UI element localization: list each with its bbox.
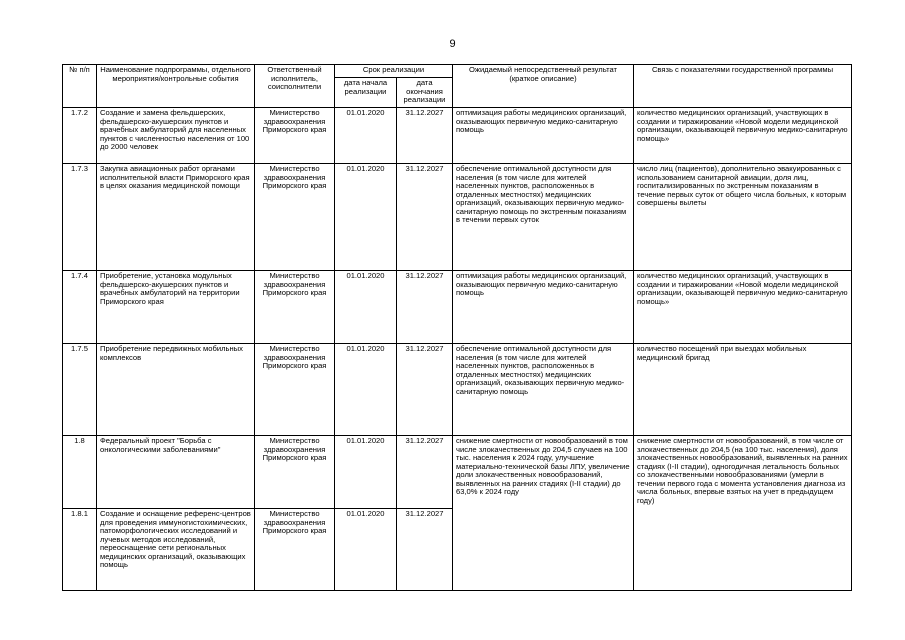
row-link: количество медицинских организаций, участвующих в создании и тиражировании «Новой модели медицинской организации, оказывающей первичную медико-санитарную помощь» (634, 108, 852, 164)
header-period: Срок реализации (335, 65, 453, 78)
row-name: Создание и замена фельдшерских, фельдшерско-акушерских пунктов и врачебных амбулаторий для населенных пунктов с численностью населения от 100 до 2000 человек (97, 108, 255, 164)
header-start: дата начала реализации (335, 78, 397, 108)
row-end: 31.12.2027 (397, 164, 453, 271)
row-name: Федеральный проект "Борьба с онкологическими заболеваниями" (97, 436, 255, 509)
row-result: оптимизация работы медицинских организаций, оказывающих первичную медико-санитарную помощь (453, 108, 634, 164)
row-result: снижение смертности от новообразований в том числе злокачественных до 204,5 случаев на 100 тыс. населения к 2024 году, улучшение материально-технической базы ЛПУ, увеличение доли злокачественных новообразований, выявленных на ранних стадиях (I-II стадии) до 63,0% к 2024 году (453, 436, 634, 591)
row-result: обеспечение оптимальной доступности для населения (в том числе для жителей населенных пунктов, расположенных в отдаленных местностях) медицинских организаций, оказывающих первичную медико-санитарную помощь по экстренным показаниям в течении первых суток (453, 164, 634, 271)
row-end: 31.12.2027 (397, 271, 453, 344)
table-row (63, 436, 852, 509)
header-name: Наименование подпрограммы, отдельного мероприятия/контрольные события (97, 65, 255, 108)
row-num: 1.7.5 (63, 344, 97, 436)
header-responsible: Ответственный исполнитель, соисполнители (255, 65, 335, 108)
row-start: 01.01.2020 (335, 344, 397, 436)
row-end: 31.12.2027 (397, 344, 453, 436)
row-num: 1.8 (63, 436, 97, 509)
page-number: 9 (449, 38, 456, 50)
row-start: 01.01.2020 (335, 509, 397, 591)
header-link: Связь с показателями государственной программы (634, 65, 852, 108)
header-end: дата окончания реализации (397, 78, 453, 108)
row-start: 01.01.2020 (335, 108, 397, 164)
row-end: 31.12.2027 (397, 108, 453, 164)
row-num: 1.7.2 (63, 108, 97, 164)
row-start: 01.01.2020 (335, 271, 397, 344)
row-responsible: Министерство здравоохранения Приморского края (255, 344, 335, 436)
table-row (63, 344, 852, 436)
row-num: 1.7.3 (63, 164, 97, 271)
row-link: число лиц (пациентов), дополнительно эвакуированных с использованием санитарной авиации, доля лиц, госпитализированных по экстренным показаниям в течение первых суток от общего числа больных, к которым совершены вылеты (634, 164, 852, 271)
table-row (63, 108, 852, 164)
table-row (63, 164, 852, 271)
row-name: Приобретение, установка модульных фельдшерско-акушерских пунктов и врачебных амбулаторий на территории Приморского края (97, 271, 255, 344)
header-num: № п/п (63, 65, 97, 108)
row-num: 1.8.1 (63, 509, 97, 591)
row-responsible: Министерство здравоохранения Приморского края (255, 164, 335, 271)
table-row (63, 271, 852, 344)
row-end: 31.12.2027 (397, 436, 453, 509)
program-table (62, 64, 852, 591)
row-link: снижение смертности от новообразований, в том числе от злокачественных до 204,5 (на 100 тыс. населения), доля злокачественных новообразований, выявленных на ранних стадиях (I-II стадии), одногодичная летальность больных со злокачественными новообразованиями (умерли в течении первого года с момента установления диагноза из числа больных, впервые взятых на учет в предыдущем году) (634, 436, 852, 591)
row-name: Закупка авиационных работ органами исполнительной власти Приморского края в целях оказания медицинской помощи (97, 164, 255, 271)
row-start: 01.01.2020 (335, 436, 397, 509)
row-responsible: Министерство здравоохранения Приморского края (255, 108, 335, 164)
row-end: 31.12.2027 (397, 509, 453, 591)
header-result: Ожидаемый непосредственный результат (краткое описание) (453, 65, 634, 108)
row-link: количество посещений при выездах мобильных медицинский бригад (634, 344, 852, 436)
row-responsible: Министерство здравоохранения Приморского края (255, 436, 335, 509)
row-name: Приобретение передвижных мобильных комплексов (97, 344, 255, 436)
row-name: Создание и оснащение референс-центров для проведения иммуногистохимических, патоморфологических исследований и лучевых методов исследований, переоснащение сети региональных медицинских организаций, оказывающих помощь (97, 509, 255, 591)
row-responsible: Министерство здравоохранения Приморского края (255, 509, 335, 591)
row-responsible: Министерство здравоохранения Приморского края (255, 271, 335, 344)
row-num: 1.7.4 (63, 271, 97, 344)
row-link: количество медицинских организаций, участвующих в создании и тиражировании «Новой модели медицинской организации, оказывающей первичную медико-санитарную помощь» (634, 271, 852, 344)
row-result: обеспечение оптимальной доступности для населения (в том числе для жителей населенных пунктов, расположенных в отдаленных местностях) медицинских организаций, оказывающих первичную медико-санитарную помощь (453, 344, 634, 436)
row-start: 01.01.2020 (335, 164, 397, 271)
row-result: оптимизация работы медицинских организаций, оказывающих первичную медико-санитарную помощь (453, 271, 634, 344)
